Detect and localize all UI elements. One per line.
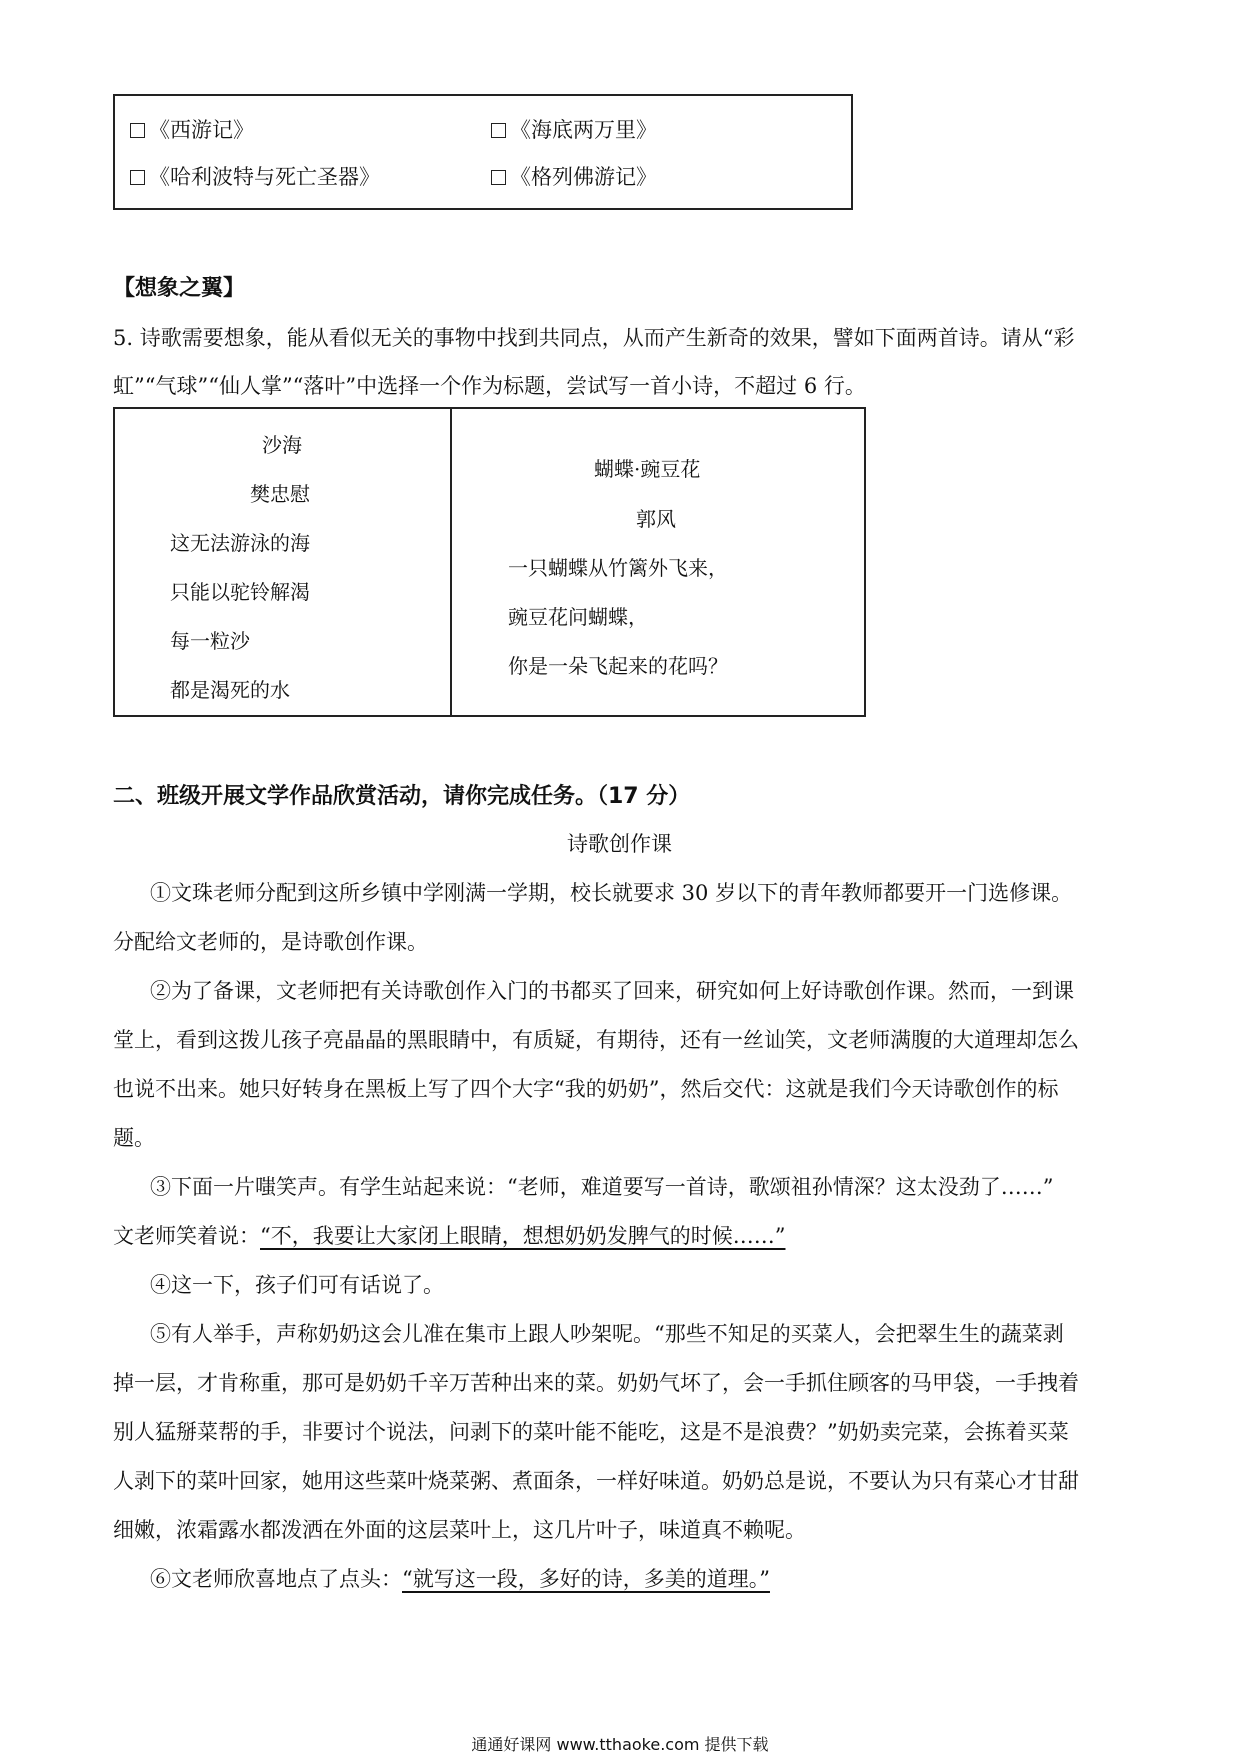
story-title: 诗歌创作课 <box>567 832 672 856</box>
poem1-title: 沙海 <box>262 433 302 457</box>
section-2-heading: 二、班级开展文学作品欣赏活动，请你完成任务。（17 分） <box>113 784 691 809</box>
poem-table <box>113 407 866 717</box>
paragraph-2-line: ②为了备课，文老师把有关诗歌创作入门的书都买了回来，研究如何上好诗歌创作课。然而，一到课 <box>150 979 1074 1003</box>
paragraph-1-line: ①文珠老师分配到这所乡镇中学刚满一学期，校长就要求 30 岁以下的青年教师都要开一门选修课。 <box>150 881 1073 905</box>
poem2-line: 豌豆花问蝴蝶， <box>508 605 648 629</box>
poem1-line: 只能以驼铃解渴 <box>170 580 310 604</box>
paragraph-6-line: ⑥文老师欣喜地点了点头：“就写这一段，多好的诗，多美的道理。” <box>150 1567 770 1591</box>
poem2-title: 蝴蝶·豌豆花 <box>594 457 701 481</box>
poem2-author: 郭风 <box>636 507 676 531</box>
question-5-line-1: 5. 诗歌需要想象，能从看似无关的事物中找到共同点，从而产生新奇的效果，譬如下面两首诗。请从“彩 <box>113 326 1075 350</box>
book-option-1[interactable]: 《西游记》 <box>130 117 254 143</box>
paragraph-2-line: 堂上，看到这拨儿孩子亮晶晶的黑眼睛中，有质疑，有期待，还有一丝讪笑，文老师满腹的大道理却怎么 <box>113 1028 1079 1052</box>
checkbox-icon[interactable] <box>491 170 506 185</box>
imagination-heading: 【想象之翼】 <box>113 276 246 301</box>
paragraph-2-line: 也说不出来。她只好转身在黑板上写了四个大字“我的奶奶”，然后交代：这就是我们今天诗歌创作的标 <box>113 1077 1059 1101</box>
paragraph-5-line: ⑤有人举手，声称奶奶这会儿准在集市上跟人吵架呢。“那些不知足的买菜人，会把翠生生的蔬菜剥 <box>150 1322 1064 1346</box>
poem2-line: 一只蝴蝶从竹篱外飞来， <box>508 556 728 580</box>
poem1-line: 这无法游泳的海 <box>170 531 310 555</box>
poem1-line: 每一粒沙 <box>170 629 250 653</box>
checkbox-icon[interactable] <box>491 123 506 138</box>
paragraph-5-line: 人剥下的菜叶回家，她用这些菜叶烧菜粥、煮面条，一样好味道。奶奶总是说，不要认为只有菜心才甘甜 <box>113 1469 1079 1493</box>
paragraph-5-line: 掉一层，才肯称重，那可是奶奶千辛万苦种出来的菜。奶奶气坏了，会一手抓住顾客的马甲袋，一手拽着 <box>113 1371 1079 1395</box>
paragraph-3-line: 文老师笑着说：“不，我要让大家闭上眼睛，想想奶奶发脾气的时候……” <box>113 1224 786 1248</box>
book-checklist-box <box>113 94 853 210</box>
paragraph-3-line: ③下面一片嗤笑声。有学生站起来说：“老师，难道要写一首诗，歌颂祖孙情深？这太没劲了……” <box>150 1175 1054 1199</box>
underlined-quote: “就写这一段，多好的诗，多美的道理。” <box>402 1567 770 1591</box>
checkbox-icon[interactable] <box>130 123 145 138</box>
checkbox-icon[interactable] <box>130 170 145 185</box>
footer-source: 通通好课网 www.tthaoke.com 提供下载 <box>471 1735 769 1754</box>
paragraph-4: ④这一下，孩子们可有话说了。 <box>150 1273 444 1297</box>
paragraph-2-line: 题。 <box>113 1126 155 1150</box>
poem1-author: 樊忠慰 <box>250 482 310 506</box>
underlined-quote: “不，我要让大家闭上眼睛，想想奶奶发脾气的时候……” <box>260 1224 786 1248</box>
book-option-2[interactable]: 《海底两万里》 <box>491 117 657 143</box>
poem1-line: 都是渴死的水 <box>170 678 290 702</box>
question-5-line-2: 虹”“气球”“仙人掌”“落叶”中选择一个作为标题，尝试写一首小诗，不超过 6 行。 <box>113 374 866 398</box>
paragraph-5-line: 别人猛掰菜帮的手，非要讨个说法，问剥下的菜叶能不能吃，这是不是浪费？”奶奶卖完菜，会拣着买菜 <box>113 1420 1069 1444</box>
poem2-line: 你是一朵飞起来的花吗？ <box>508 654 728 678</box>
book-option-3[interactable]: 《哈利波特与死亡圣器》 <box>130 164 380 190</box>
book-option-4[interactable]: 《格列佛游记》 <box>491 164 657 190</box>
paragraph-5-line: 细嫩，浓霜露水都泼洒在外面的这层菜叶上，这几片叶子，味道真不赖呢。 <box>113 1518 806 1542</box>
paragraph-1-line: 分配给文老师的，是诗歌创作课。 <box>113 930 428 954</box>
poem-divider <box>450 407 452 717</box>
